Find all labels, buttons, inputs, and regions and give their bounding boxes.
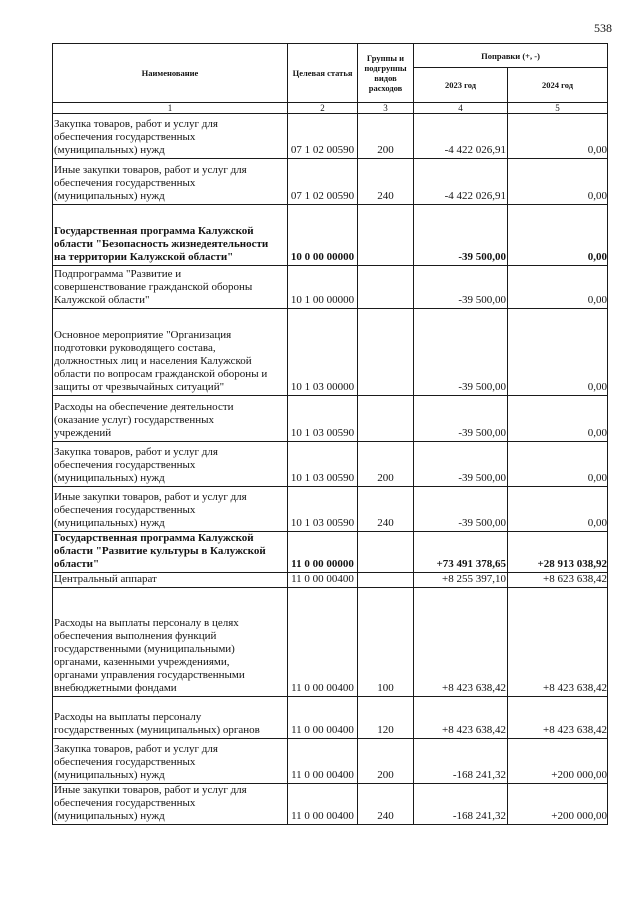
row-target-article: 07 1 02 00590 <box>290 144 355 156</box>
page-number: 538 <box>594 21 612 35</box>
row-name-line: обеспечения государственных <box>54 177 196 189</box>
row-amendment-2023: +73 491 378,65 <box>436 558 506 570</box>
row-name-line: области "Безопасность жизнедеятельности <box>54 238 269 250</box>
column-number-3: 3 <box>383 103 388 113</box>
row-name-line: Закупка товаров, работ и услуг для <box>54 743 218 755</box>
row-amendment-2024: 0,00 <box>587 381 607 393</box>
row-target-article: 11 0 00 00400 <box>291 769 354 781</box>
row-expense-group: 200 <box>377 472 394 484</box>
row-amendment-2023: -39 500,00 <box>458 517 506 529</box>
header-expense-groups: Группы и подгруппы видов расходов <box>364 53 407 93</box>
row-name-line: внебюджетными фондами <box>54 682 177 694</box>
row-expense-group: 240 <box>377 190 394 202</box>
row-amendment-2024: 0,00 <box>587 517 607 529</box>
row-amendment-2024: +28 913 038,92 <box>537 558 607 570</box>
row-name-line: обеспечения государственных <box>54 756 196 768</box>
row-expense-group: 100 <box>377 682 394 694</box>
row-expense-group: 240 <box>377 517 394 529</box>
row-name-line: Расходы на выплаты персоналу в целях <box>54 617 239 629</box>
row-name-line: Иные закупки товаров, работ и услуг для <box>54 491 247 503</box>
row-expense-group <box>358 309 413 394</box>
row-name-line: Закупка товаров, работ и услуг для <box>54 446 218 458</box>
row-name <box>53 697 288 737</box>
row-amendment-2024: +200 000,00 <box>551 769 607 781</box>
row-amendment-2024: +8 423 638,42 <box>543 724 607 736</box>
row-target-article: 11 0 00 00400 <box>291 810 354 822</box>
row-name-line: обеспечения государственных <box>54 797 196 809</box>
budget-table <box>52 43 608 825</box>
row-amendment-2023: +8 255 397,10 <box>442 573 506 585</box>
row-amendment-2023: -4 422 026,91 <box>444 190 506 202</box>
row-name-line: государственными (муниципальными) <box>54 643 235 655</box>
row-name-line: органами, казенными учреждениями, <box>54 656 230 668</box>
row-name <box>53 588 288 695</box>
header-target-article: Целевая статья <box>292 68 353 78</box>
row-name-line: Подпрограмма "Развитие и <box>54 268 182 280</box>
row-target-article: 11 0 00 00400 <box>291 573 354 585</box>
row-name-line: (муниципальных) нужд <box>54 472 165 484</box>
row-expense-group: 240 <box>377 810 394 822</box>
row-amendment-2024: 0,00 <box>587 190 607 202</box>
column-number-5: 5 <box>555 103 560 113</box>
row-name-line: (муниципальных) нужд <box>54 144 165 156</box>
row-expense-group: 200 <box>377 144 394 156</box>
row-amendment-2023: -4 422 026,91 <box>444 144 506 156</box>
row-name <box>53 573 288 586</box>
row-target-article: 10 1 03 00590 <box>290 427 355 439</box>
row-name <box>53 266 288 307</box>
row-name-line: обеспечения выполнения функций <box>54 630 217 642</box>
row-target-article: 10 1 00 00000 <box>290 294 355 306</box>
row-name-line: (муниципальных) нужд <box>54 517 165 529</box>
header-amendments: Поправки (+, -) <box>481 50 540 61</box>
table-border-bottom <box>52 824 608 825</box>
row-name-line: Расходы на обеспечение деятельности <box>54 401 234 413</box>
row-amendment-2023: +8 423 638,42 <box>442 682 506 694</box>
row-target-article: 10 1 03 00590 <box>290 517 355 529</box>
row-name-line: обеспечения государственных <box>54 504 196 516</box>
row-amendment-2024: +8 623 638,42 <box>543 573 607 585</box>
row-amendment-2024: +200 000,00 <box>551 810 607 822</box>
row-name-line: совершенствование гражданской обороны <box>54 281 253 293</box>
row-name-line: учреждений <box>54 427 112 439</box>
row-name-line: Государственная программа Калужской <box>54 532 254 544</box>
row-name-line: (муниципальных) нужд <box>54 769 165 781</box>
row-amendment-2023: -39 500,00 <box>458 294 506 306</box>
row-name <box>53 532 288 571</box>
row-name-line: органами управления государственными <box>54 669 245 681</box>
row-name <box>53 487 288 530</box>
row-target-article: 10 1 03 00000 <box>290 381 355 393</box>
table-border-right <box>607 43 608 825</box>
header-year-2023: 2023 год <box>444 80 477 90</box>
row-expense-group <box>358 532 413 571</box>
row-target-article: 11 0 00 00000 <box>291 558 354 570</box>
header-name: Наименование <box>141 68 199 78</box>
row-name-line: Основное мероприятие "Организация <box>54 329 232 341</box>
row-expense-group <box>358 205 413 264</box>
row-target-article: 11 0 00 00400 <box>291 682 354 694</box>
row-name-line: обеспечения государственных <box>54 459 196 471</box>
row-name-line: Закупка товаров, работ и услуг для <box>54 118 218 130</box>
header-year-2024: 2024 год <box>541 80 574 90</box>
row-name-line: Расходы на выплаты персоналу <box>54 711 202 723</box>
row-amendment-2023: -39 500,00 <box>458 427 506 439</box>
row-name-line: области по вопросам гражданской обороны и <box>54 368 268 380</box>
row-amendment-2024: 0,00 <box>587 427 607 439</box>
row-target-article: 07 1 02 00590 <box>290 190 355 202</box>
row-target-article: 11 0 00 00400 <box>291 724 354 736</box>
row-name-line: должностных лиц и населения Калужской <box>54 355 252 367</box>
row-target-article: 10 1 03 00590 <box>290 472 355 484</box>
row-name <box>53 442 288 485</box>
row-expense-group <box>358 396 413 440</box>
row-name <box>53 396 288 440</box>
row-name-line: области "Развитие культуры в Калужской <box>54 545 266 557</box>
row-amendment-2024: 0,00 <box>587 251 607 263</box>
row-amendment-2024: 0,00 <box>587 472 607 484</box>
row-amendment-2023: +8 423 638,42 <box>442 724 506 736</box>
row-amendment-2023: -39 500,00 <box>458 251 506 263</box>
row-name-line: Государственная программа Калужской <box>54 225 254 237</box>
row-name-line: обеспечения государственных <box>54 131 196 143</box>
row-expense-group: 120 <box>377 724 394 736</box>
row-name-line: подготовки руководящего состава, <box>54 342 216 354</box>
row-target-article: 10 0 00 00000 <box>290 251 355 263</box>
row-amendment-2024: 0,00 <box>587 294 607 306</box>
row-name-line: Иные закупки товаров, работ и услуг для <box>54 164 247 176</box>
row-name-line: защиты от чрезвычайных ситуаций" <box>54 381 225 393</box>
row-amendment-2023: -39 500,00 <box>458 381 506 393</box>
row-name-line: Иные закупки товаров, работ и услуг для <box>54 784 247 796</box>
row-name <box>53 739 288 782</box>
row-amendment-2023: -39 500,00 <box>458 472 506 484</box>
row-name-line: (муниципальных) нужд <box>54 190 165 202</box>
row-name <box>53 205 288 264</box>
column-number-1: 1 <box>167 103 173 113</box>
row-name-line: (оказание услуг) государственных <box>54 414 215 426</box>
row-name-line: на территории Калужской области" <box>54 251 234 263</box>
column-number-2: 2 <box>320 103 325 113</box>
row-amendment-2024: +8 423 638,42 <box>543 682 607 694</box>
row-name-line: государственных (муниципальных) органов <box>54 724 260 736</box>
row-name <box>53 159 288 203</box>
row-expense-group <box>358 573 413 586</box>
row-name <box>53 114 288 157</box>
row-amendment-2023: -168 241,32 <box>452 810 506 822</box>
row-name-line: (муниципальных) нужд <box>54 810 165 822</box>
row-expense-group: 200 <box>377 769 394 781</box>
row-name <box>53 784 288 823</box>
column-number-4: 4 <box>458 103 463 113</box>
row-amendment-2024: 0,00 <box>587 144 607 156</box>
row-expense-group <box>358 266 413 307</box>
row-amendment-2023: -168 241,32 <box>452 769 506 781</box>
row-name <box>53 309 288 394</box>
row-name-line: Калужской области" <box>54 294 150 306</box>
row-name-line: области" <box>54 558 100 570</box>
row-name-line: Центральный аппарат <box>54 573 157 585</box>
